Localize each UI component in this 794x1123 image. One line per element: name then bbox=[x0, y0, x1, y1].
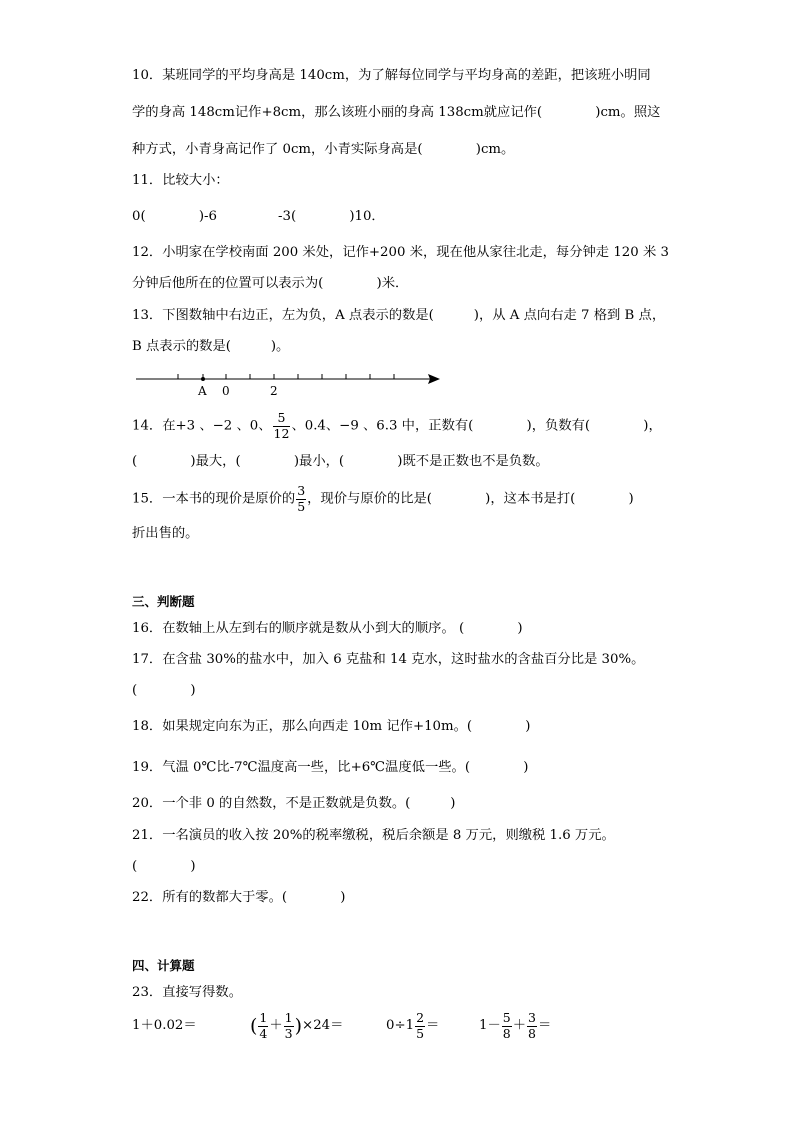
fraction-numerator: 5 bbox=[502, 1010, 511, 1025]
q22: 22．所有的数都大于零。( ) bbox=[132, 890, 346, 905]
q10-line2: 学的身高 148cm记作+8cm，那么该班小丽的身高 138cm就应记作( )cm。照这 bbox=[132, 105, 661, 120]
q15-suffix: ，现价与原价的比是( )，这本书是打( ) bbox=[307, 491, 634, 507]
q17-line1: 17．在含盐 30%的盐水中，加入 6 克盐和 14 克水，这时盐水的含盐百分比是 30%。 bbox=[132, 652, 645, 667]
fraction-denominator: 5 bbox=[416, 1025, 425, 1041]
fraction-denominator: 8 bbox=[502, 1025, 511, 1041]
fraction-5-8 bbox=[502, 1012, 512, 1040]
q14-prefix: 14．在+3 、−2 、0、 bbox=[132, 418, 272, 434]
q21-line2: ( ) bbox=[132, 859, 196, 874]
section-heading-calculation: 四、计算题 bbox=[132, 958, 195, 973]
q21-line1: 21．一名演员的收入按 20%的税率缴税，税后余额是 8 万元，则缴税 1.6 万元。 bbox=[132, 828, 615, 843]
q20: 20．一个非 0 的自然数，不是正数就是负数。( ) bbox=[132, 796, 456, 811]
fraction-numerator: 3 bbox=[528, 1010, 536, 1025]
fraction-1-3 bbox=[284, 1012, 294, 1040]
q13-line1: 13．下图数轴中右边正，左为负，A 点表示的数是( )，从 A 点向右走 7 格到 B 点， bbox=[132, 308, 666, 323]
q19: 19．气温 0℃比-7℃温度高一些，比+6℃温度低一些。( ) bbox=[132, 760, 529, 775]
fraction-5-12 bbox=[273, 412, 291, 440]
q13-line2: B 点表示的数是( )。 bbox=[132, 339, 290, 354]
q23-expr3 bbox=[386, 1012, 439, 1040]
number-line bbox=[132, 366, 452, 400]
q15-prefix: 15．一本书的现价是原价的 bbox=[132, 491, 296, 507]
q10-line1: 10．某班同学的平均身高是 140cm，为了解每位同学与平均身高的差距，把该班小明同 bbox=[132, 68, 651, 83]
fraction-numerator: 5 bbox=[273, 412, 291, 427]
plus-sign: ＋ bbox=[269, 1018, 283, 1033]
section-heading-judgement: 三、判断题 bbox=[132, 594, 195, 609]
label-zero: 0 bbox=[222, 384, 230, 398]
expr3-head: 0÷1 bbox=[386, 1018, 415, 1033]
q23-expr4 bbox=[479, 1012, 551, 1040]
q12-line1: 12．小明家在学校南面 200 米处，记作+200 米，现在他从家往北走，每分钟走 120 米 3 bbox=[132, 245, 669, 260]
q14-suffix: 、0.4、−9 、6.3 中，正数有( )，负数有( )， bbox=[291, 418, 662, 434]
fraction-numerator: 1 bbox=[259, 1010, 268, 1025]
fraction-2-5 bbox=[415, 1012, 425, 1040]
expr4-head: 1－ bbox=[479, 1018, 501, 1033]
point-a bbox=[201, 377, 205, 381]
q11-title: 11．比较大小： bbox=[132, 173, 229, 188]
q11-compare-b: -3( )10． bbox=[278, 209, 385, 224]
fraction-numerator: 1 bbox=[284, 1010, 293, 1025]
fraction-denominator: 4 bbox=[259, 1025, 268, 1041]
q23-expr1: 1＋0.02＝ bbox=[132, 1018, 197, 1033]
q18: 18．如果规定向东为正，那么向西走 10m 记作+10m。( ) bbox=[132, 719, 531, 734]
fraction-numerator: 3 bbox=[297, 483, 306, 498]
times-tail: ×24＝ bbox=[302, 1018, 344, 1033]
fraction-denominator: 3 bbox=[284, 1025, 293, 1041]
close-paren: ) bbox=[294, 1015, 303, 1037]
equals-sign: ＝ bbox=[537, 1018, 552, 1033]
open-paren: ( bbox=[250, 1015, 258, 1037]
fraction-1-4 bbox=[258, 1012, 268, 1040]
q15-line2: 折出售的。 bbox=[132, 526, 199, 541]
q17-line2: ( ) bbox=[132, 683, 196, 698]
q10-line3: 种方式，小青身高记作了 0cm，小青实际身高是( )cm。 bbox=[132, 142, 515, 157]
fraction-denominator: 12 bbox=[273, 425, 290, 441]
equals-sign: ＝ bbox=[426, 1018, 440, 1033]
q23-title: 23．直接写得数。 bbox=[132, 985, 242, 1000]
label-a: A bbox=[198, 384, 207, 398]
label-two: 2 bbox=[270, 384, 278, 398]
q14-line1 bbox=[132, 412, 662, 440]
fraction-denominator: 8 bbox=[528, 1025, 536, 1041]
q14-line2: ( )最大，( )最小，( )既不是正数也不是负数。 bbox=[132, 454, 549, 469]
q11-compare-a: 0( )-6 bbox=[132, 209, 217, 224]
fraction-3-5 bbox=[296, 485, 306, 513]
plus-sign: ＋ bbox=[512, 1018, 527, 1033]
q23-expr2 bbox=[250, 1012, 343, 1040]
fraction-3-8 bbox=[527, 1012, 537, 1040]
q15-line1 bbox=[132, 485, 634, 513]
q12-line2: 分钟后他所在的位置可以表示为( )米． bbox=[132, 276, 409, 291]
q16: 16．在数轴上从左到右的顺序就是数从小到大的顺序。 ( ) bbox=[132, 621, 523, 636]
fraction-denominator: 5 bbox=[297, 498, 306, 514]
fraction-numerator: 2 bbox=[416, 1010, 425, 1025]
